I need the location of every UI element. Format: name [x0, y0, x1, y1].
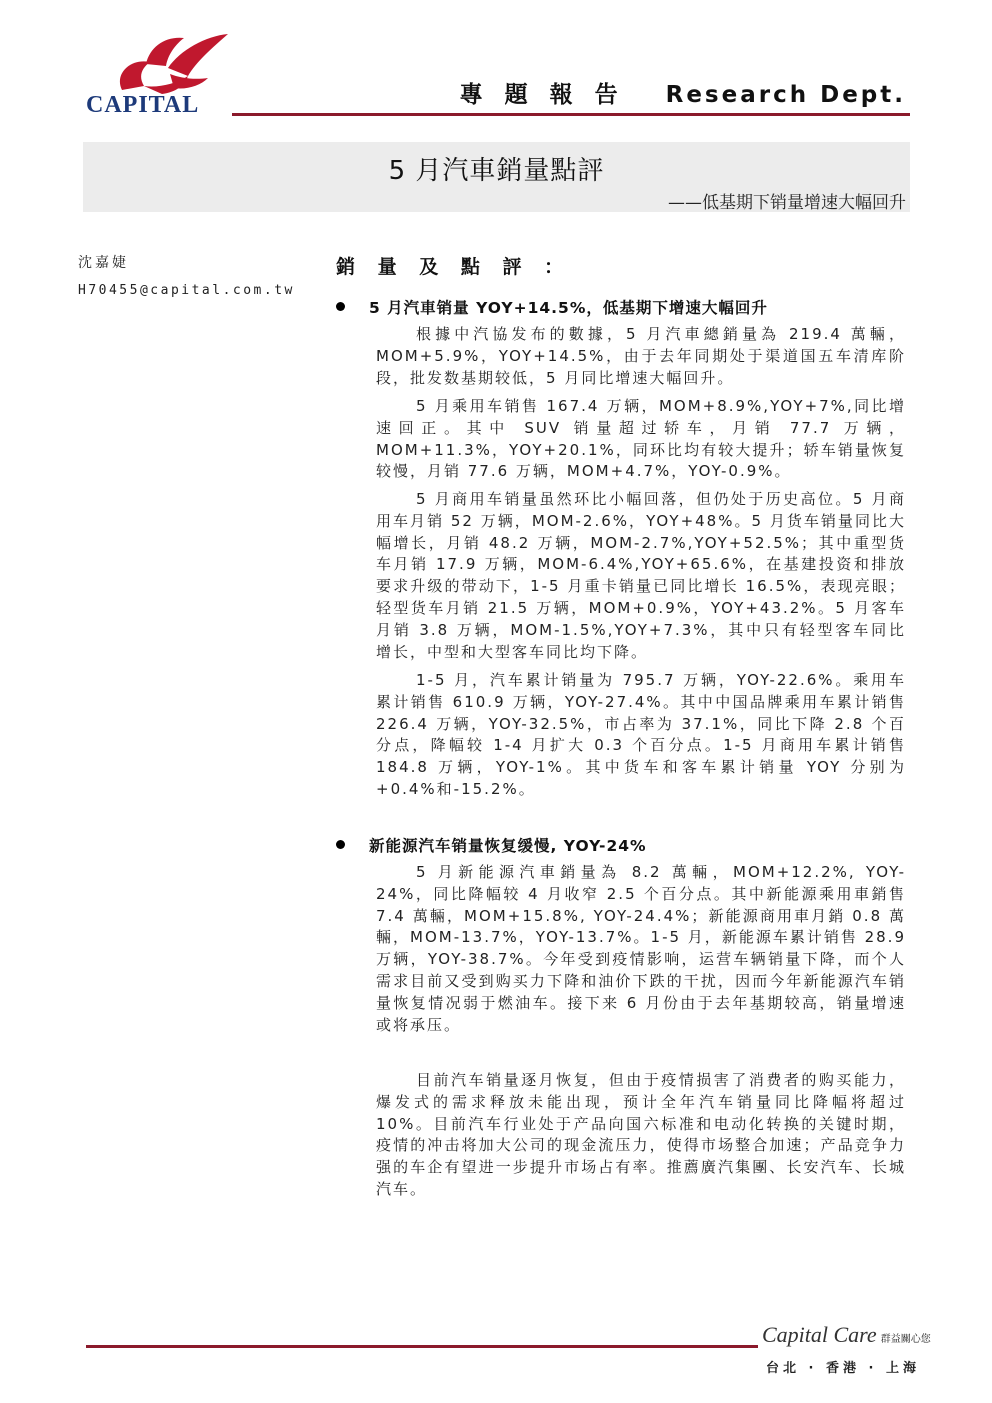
author-name: 沈嘉婕	[78, 255, 129, 271]
bullet-icon	[336, 302, 345, 311]
paragraph: 目前汽车销量逐月恢复，但由于疫情损害了消费者的购买能力，爆发式的需求释放未能出现，预计全年汽车销量同比降幅将超过 10%。目前汽车行业处于产品向国六标准和电动化转换的关键时期，疫情的冲击将加大公司的现金流压力，使得市场整合加速；产品竞争力强的车企有望进一步提升市场占有率。推薦廣汽集團、长安汽车、长城汽车。	[376, 1071, 906, 1198]
paragraph: 根據中汽協发布的數據，5 月汽車總銷量為 219.4 萬輛，MOM+5.9%，YOY+14.5%，由于去年同期处于渠道国五车清库阶段，批发数基期较低，5 月同比增速大幅回升。	[376, 325, 906, 387]
report-type-header	[460, 76, 906, 109]
page-title: 5 月汽車銷量點評	[388, 156, 605, 186]
header-char: 告	[594, 82, 620, 108]
paragraph: 5 月新能源汽車銷量為 8.2 萬輛，MOM+12.2%, YOY-24%，同比降幅较 4 月收窄 2.5 个百分点。其中新能源乘用車銷售 7.4 萬輛，MOM+15.8%, YOY-24.4%；新能源商用車月銷 0.8 萬輛，MOM-13.7%，YOY-13.7%。1-5 月，新能源车累计销售 28.9 万辆，YOY-38.7%。今年受到疫情影响，运营车辆销量下降，而个人需求目前又受到购买力下降和油价下跌的干扰，因而今年新能源汽车销量恢复情况弱于燃油车。接下来 6 月份由于去年基期较高，销量增速或将承压。	[376, 863, 906, 1034]
footer-brand-small: 群益關心您	[880, 1334, 931, 1345]
paragraph: 1-5 月，汽车累计销量为 795.7 万辆，YOY-22.6%。乘用车累计销售 610.9 万辆，YOY-27.4%。其中中国品牌乘用车累计销售 226.4 万辆，YOY-32.5%，市占率为 37.1%，同比下降 2.8 个百分点，降幅较 1-4 月扩大 0.3 个百分点。1-5 月商用车累计销售 184.8 万辆，YOY-1%。其中货车和客车累计销量 YOY 分别为+0.4%和-15.2%。	[376, 671, 906, 798]
header-divider	[232, 113, 910, 116]
page-subtitle: ——低基期下销量增速大幅回升	[668, 193, 906, 213]
header-char: 專	[459, 82, 485, 108]
paragraph: 5 月商用车销量虽然环比小幅回落，但仍处于历史高位。5 月商用车月销 52 万辆，MOM-2.6%，YOY+48%。5 月货车销量同比大幅增长，月销 48.2 万辆，MOM-2.7%,YOY+52.5%；其中重型货车月销 17.9 万辆，MOM-6.4%,YOY+65.6%，在基建投资和排放要求升级的带动下，1-5 月重卡销量已同比增长 16.5%，表现亮眼；轻型货车月销 21.5 万辆，MOM+0.9%，YOY+43.2%。5 月客车月销 3.8 万辆，MOM-1.5%,YOY+7.3%，其中只有轻型客车同比增长，中型和大型客车同比均下降。	[376, 490, 906, 661]
header-title-zh	[460, 76, 640, 109]
logo-text: CAPITAL	[86, 92, 200, 118]
footer-divider	[86, 1345, 758, 1348]
footer-cities: 台北 · 香港 · 上海	[766, 1361, 920, 1376]
bullet-text: 5 月汽車销量 YOY+14.5%，低基期下增速大幅回升	[369, 299, 768, 317]
header-char: 題	[504, 82, 530, 108]
header-title-en: Research Dept.	[665, 82, 906, 108]
bullet-text: 新能源汽车销量恢复缓慢, YOY-24%	[369, 837, 647, 855]
bullet-icon	[336, 840, 345, 849]
title-box	[83, 142, 910, 212]
section-heading: 銷 量 及 點 評 ：	[336, 256, 572, 278]
header-char: 報	[549, 82, 575, 108]
footer-brand-text: Capital Care	[762, 1322, 877, 1347]
footer-brand	[762, 1322, 931, 1348]
author-email: H70455@capital.com.tw	[78, 283, 295, 298]
paragraph: 5 月乘用车销售 167.4 万辆，MOM+8.9%,YOY+7%,同比增速回正。其中 SUV 销量超过轿车，月销 77.7 万辆，MOM+11.3%，YOY+20.1%，同环比均有较大提升；轿车销量恢复较慢，月销 77.6 万辆，MOM+4.7%，YOY-0.9%。	[376, 397, 906, 481]
bullet-heading	[336, 296, 768, 318]
bullet-heading	[336, 834, 647, 856]
